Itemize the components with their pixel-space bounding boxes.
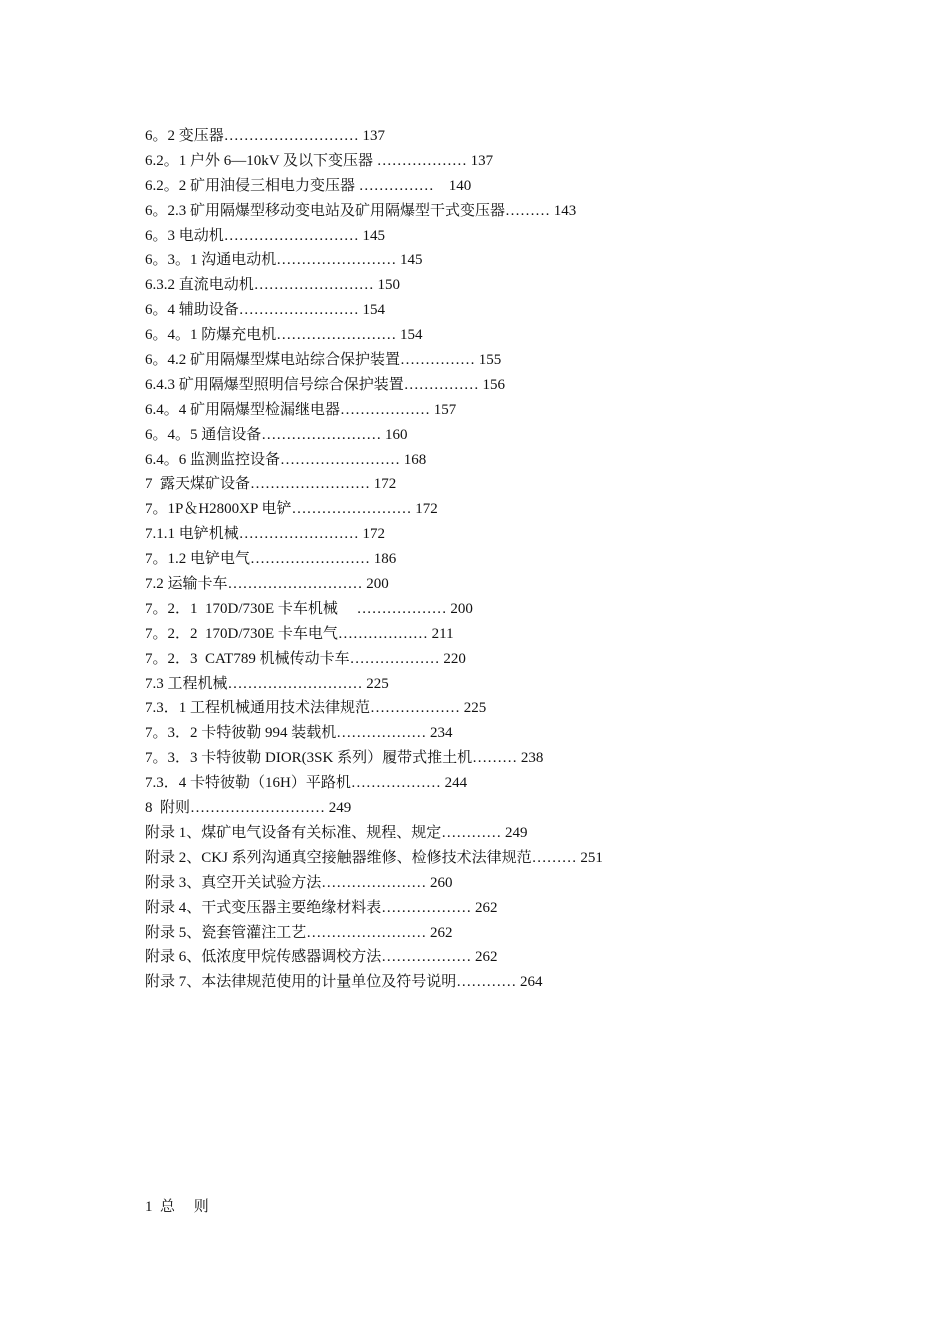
toc-entry: 7。3．3 卡特彼勒 DIOR(3SK 系列）履带式推土机……… 238 bbox=[145, 750, 544, 767]
toc-entry: 6.4.3 矿用隔爆型照明信号综合保护装置…………… 156 bbox=[145, 376, 506, 393]
toc-entry: 7.3．1 工程机械通用技术法律规范……………… 225 bbox=[145, 700, 487, 717]
toc-entry: 附录 3、真空开关试验方法………………… 260 bbox=[145, 874, 453, 891]
toc-entry: 6.2。1 户外 6—10kV 及以下变压器 ……………… 137 bbox=[145, 152, 494, 169]
toc-entry: 8 附则……………………… 249 bbox=[145, 800, 352, 817]
toc-entry: 7 露天煤矿设备…………………… 172 bbox=[145, 476, 397, 493]
table-of-contents bbox=[145, 124, 845, 995]
toc-entry: 7。2．1 170D/730E 卡车机械 ……………… 200 bbox=[145, 600, 473, 617]
toc-entry: 7.3．4 卡特彼勒（16H）平路机……………… 244 bbox=[145, 775, 468, 792]
toc-entry: 6。4。5 通信设备…………………… 160 bbox=[145, 426, 408, 443]
toc-entry: 附录 7、本法律规范使用的计量单位及符号说明………… 264 bbox=[145, 974, 543, 991]
toc-entry: 7。1.2 电铲电气…………………… 186 bbox=[145, 551, 397, 568]
toc-entry: 6。4 辅助设备…………………… 154 bbox=[145, 302, 386, 319]
toc-entry: 6.4。6 监测监控设备…………………… 168 bbox=[145, 451, 427, 468]
toc-entry: 7。1P＆H2800XP 电铲…………………… 172 bbox=[145, 501, 438, 518]
toc-entry: 附录 2、CKJ 系列沟通真空接触器维修、检修技术法律规范……… 251 bbox=[145, 849, 603, 866]
toc-entry: 6。4。1 防爆充电机…………………… 154 bbox=[145, 327, 423, 344]
toc-entry: 7.2 运输卡车……………………… 200 bbox=[145, 576, 389, 593]
toc-entry: 6。3 电动机……………………… 145 bbox=[145, 227, 386, 244]
toc-entry: 7.1.1 电铲机械…………………… 172 bbox=[145, 526, 386, 543]
toc-entry: 6。4.2 矿用隔爆型煤电站综合保护装置…………… 155 bbox=[145, 352, 502, 369]
toc-entry: 6。2 变压器……………………… 137 bbox=[145, 128, 386, 144]
toc-entry: 7。2．3 CAT789 机械传动卡车……………… 220 bbox=[145, 650, 466, 667]
toc-entry: 附录 4、干式变压器主要绝缘材料表……………… 262 bbox=[145, 899, 498, 916]
toc-entry: 附录 5、瓷套管灌注工艺…………………… 262 bbox=[145, 924, 453, 941]
toc-entry: 6。3。1 沟通电动机…………………… 145 bbox=[145, 252, 423, 269]
toc-entry: 附录 6、低浓度甲烷传感器调校方法……………… 262 bbox=[145, 949, 498, 966]
toc-entry: 附录 1、煤矿电气设备有关标准、规程、规定………… 249 bbox=[145, 824, 528, 841]
toc-entry: 7.3 工程机械……………………… 225 bbox=[145, 675, 389, 692]
toc-entry: 6。2.3 矿用隔爆型移动变电站及矿用隔爆型干式变压器……… 143 bbox=[145, 202, 577, 219]
toc-entry: 6.3.2 直流电动机…………………… 150 bbox=[145, 277, 401, 294]
section-heading: 1 总 则 bbox=[145, 1199, 209, 1215]
toc-entry: 6.2。2 矿用油侵三相电力变压器 …………… 140 bbox=[145, 177, 472, 194]
toc-entry: 7。3．2 卡特彼勒 994 装载机……………… 234 bbox=[145, 725, 453, 742]
toc-entry: 7。2．2 170D/730E 卡车电气……………… 211 bbox=[145, 625, 454, 642]
toc-entry: 6.4。4 矿用隔爆型检漏继电器……………… 157 bbox=[145, 401, 457, 418]
